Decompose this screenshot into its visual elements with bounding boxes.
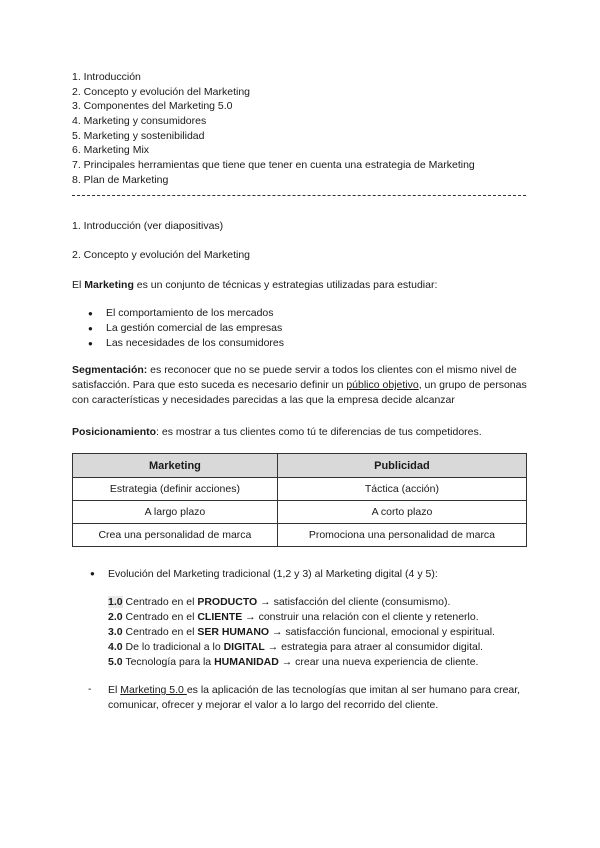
bullet-icon: ● xyxy=(90,569,95,578)
marketing-bullet-list xyxy=(72,306,284,351)
dash-bullet: - xyxy=(88,683,92,695)
generation-line xyxy=(108,625,495,640)
generation-number: 5.0 xyxy=(108,656,123,668)
generation-line xyxy=(108,610,495,625)
generation-focus: DIGITAL xyxy=(223,641,265,653)
text: es reconocer que no se puede servir a todos los clientes con el mismo nivel de satisfacción. Para que esto suceda es necesario definir un xyxy=(72,364,517,391)
text: → crear una nueva experiencia de cliente. xyxy=(278,656,479,668)
table-row xyxy=(73,501,527,524)
text: es la aplicación de las tecnologías que imitan al ser humano para crear, comunicar, ofrecer y mejorar el valor a lo largo del recorrido del cliente. xyxy=(108,684,521,711)
generation-focus: SER HUMANO xyxy=(197,626,270,638)
toc-item: 2. Concepto y evolución del Marketing xyxy=(72,85,251,98)
text: Evolución del Marketing tradicional (1,2 y 3) al Marketing digital (4 y 5): xyxy=(108,568,438,580)
underlined-term: público objetivo xyxy=(346,379,419,391)
toc-item: 7. Principales herramientas que tiene que tener en cuenta una estrategia de Marketing xyxy=(72,159,475,172)
table-cell: A largo plazo xyxy=(73,501,278,524)
generation-focus: CLIENTE xyxy=(197,611,243,623)
text: → satisfacción del cliente (consumismo). xyxy=(257,596,451,608)
section-2-heading: 2. Concepto y evolución del Marketing xyxy=(72,249,251,261)
list-item: ● El comportamiento de los mercados xyxy=(72,306,284,321)
toc-item: 5. Marketing y sostenibilidad xyxy=(72,129,205,142)
text: El xyxy=(72,279,85,291)
generation-number: 2.0 xyxy=(108,611,123,623)
segmentacion-paragraph xyxy=(72,363,530,408)
posicionamiento-paragraph xyxy=(72,425,482,439)
toc-item: 8. Plan de Marketing xyxy=(72,173,169,186)
table-row xyxy=(73,524,527,547)
generation-number: 4.0 xyxy=(108,641,123,653)
toc-item: 3. Componentes del Marketing 5.0 xyxy=(72,100,233,113)
column-header: Marketing xyxy=(73,454,278,478)
text: → satisfacción funcional, emocional y espiritual. xyxy=(269,626,495,638)
marketing-5-0-paragraph xyxy=(108,683,528,713)
generation-number: 3.0 xyxy=(108,626,123,638)
table-header-row xyxy=(73,454,527,478)
evolution-intro xyxy=(90,568,438,580)
list-item: ● La gestión comercial de las empresas xyxy=(72,321,284,336)
table-of-contents xyxy=(72,70,475,188)
underlined-term: Marketing 5.0 xyxy=(120,684,187,696)
text: Centrado en el xyxy=(122,611,198,623)
generation-focus: PRODUCTO xyxy=(197,596,258,608)
list-item: ● Las necesidades de los consumidores xyxy=(72,336,284,351)
generation-line xyxy=(108,640,495,655)
toc-item: 6. Marketing Mix xyxy=(72,144,150,157)
section-1-heading: 1. Introducción (ver diapositivas) xyxy=(72,220,224,232)
text: , un grupo de personas con características y necesidades parecidas a las que la empresa decide alcanzar xyxy=(72,379,527,406)
table-cell: Promociona una personalidad de marca xyxy=(277,524,526,547)
dashed-divider xyxy=(72,195,526,196)
table-cell: Crea una personalidad de marca xyxy=(73,524,278,547)
table-cell: Táctica (acción) xyxy=(277,478,526,501)
marketing-vs-publicidad-table xyxy=(72,453,527,547)
text: Tecnología para la xyxy=(122,656,215,668)
bold-term: Segmentación: xyxy=(72,364,148,376)
table-cell: A corto plazo xyxy=(277,501,526,524)
toc-item: 1. Introducción xyxy=(72,71,141,83)
generation-focus: HUMANIDAD xyxy=(214,656,279,668)
generation-line xyxy=(108,595,495,610)
text: : es mostrar a tus clientes como tú te diferencias de tus competidores. xyxy=(156,426,482,438)
table-row xyxy=(73,478,527,501)
marketing-definition xyxy=(72,278,437,292)
marketing-generations xyxy=(108,595,495,670)
bold-term: Marketing xyxy=(84,279,134,291)
text: El xyxy=(108,684,121,696)
text: es un conjunto de técnicas y estrategias utilizadas para estudiar: xyxy=(133,279,438,291)
bold-term: Posicionamiento xyxy=(72,426,157,438)
text: → estrategia para atraer al consumidor digital. xyxy=(264,641,484,653)
generation-line xyxy=(108,655,495,670)
toc-item: 4. Marketing y consumidores xyxy=(72,115,207,128)
text: De lo tradicional a lo xyxy=(122,641,224,653)
text: → construir una relación con el cliente y retenerlo. xyxy=(242,611,479,623)
text: Centrado en el xyxy=(122,596,198,608)
table-cell: Estrategia (definir acciones) xyxy=(73,478,278,501)
generation-number: 1.0 xyxy=(108,596,123,608)
column-header: Publicidad xyxy=(277,454,526,478)
text: Centrado en el xyxy=(122,626,198,638)
